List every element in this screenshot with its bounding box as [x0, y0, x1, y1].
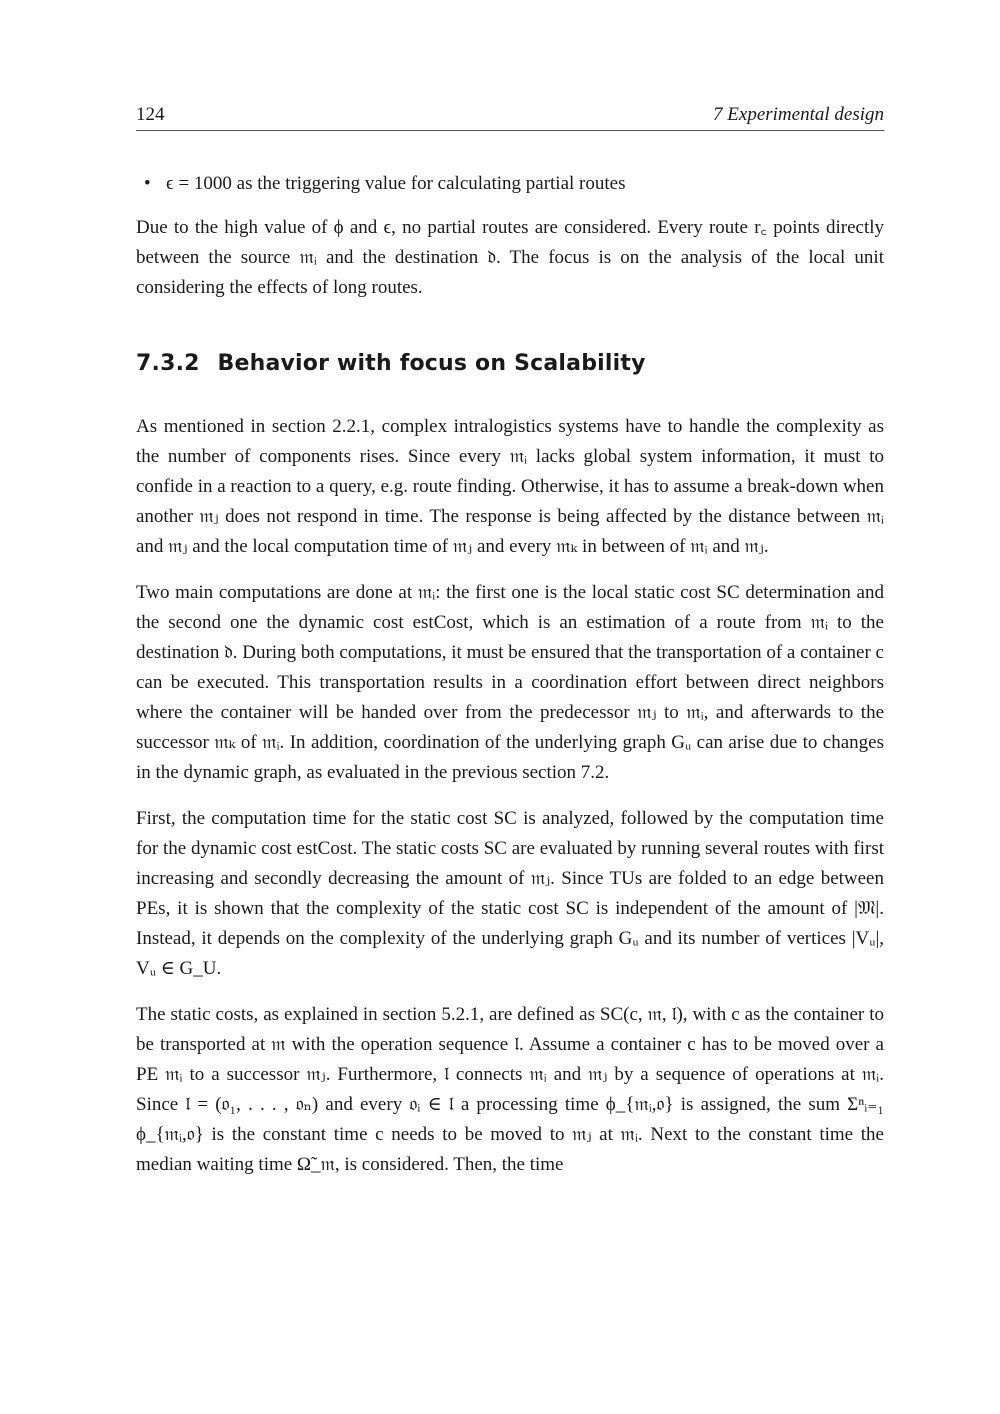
paragraph: As mentioned in section 2.2.1, complex intralogistics systems have to handle the complexity as the number of components rises. Since every 𝔪ᵢ lacks global system information, it must to confide in a reaction to a query, e.g. route finding. Otherwise, it has to assume a break-down when another 𝔪ⱼ does not respond in time. The response is being affected by the distance between 𝔪ᵢ and 𝔪ⱼ and the local computation time of 𝔪ⱼ and every 𝔪ₖ in between of 𝔪ᵢ and 𝔪ⱼ.	[136, 416, 884, 557]
paragraph: The static costs, as explained in section 5.2.1, are defined as SC(c, 𝔪, 𝔩), with c as the container to be transported at 𝔪 with the operation sequence 𝔩. Assume a container c has to be moved over a PE 𝔪ᵢ to a successor 𝔪ⱼ. Furthermore, 𝔩 connects 𝔪ᵢ and 𝔪ⱼ by a sequence of operations at 𝔪ᵢ. Since 𝔩 = (𝔬₁, . . . , 𝔬ₙ) and every 𝔬ᵢ ∈ 𝔩 a processing time ϕ_{𝔪ᵢ,𝔬} is assigned, the sum Σⁿᵢ₌₁ ϕ_{𝔪ᵢ,𝔬} is the constant time c needs to be moved to 𝔪ⱼ at 𝔪ᵢ. Next to the constant time the median waiting time Ω̃_𝔪, is considered. Then, the time	[136, 1004, 884, 1175]
intro-paragraph: Due to the high value of ϕ and ϵ, no partial routes are considered. Every route r꜀ points directly between the source 𝔪ᵢ and the destination 𝔡. The focus is on the analysis of the local unit considering the effects of long routes.	[136, 217, 884, 298]
chapter-title: 7 Experimental design	[713, 104, 884, 125]
page	[136, 104, 884, 1196]
section-heading	[136, 351, 884, 376]
section-title: Behavior with focus on Scalability	[217, 351, 646, 376]
paragraph: Two main computations are done at 𝔪ᵢ: the first one is the local static cost SC determination and the second one the dynamic cost estCost, which is an estimation of a route from 𝔪ᵢ to the destination 𝔡. During both computations, it must be ensured that the transportation of a container c can be executed. This transportation results in a coordination effort between direct neighbors where the container will be handed over from the predecessor 𝔪ⱼ to 𝔪ᵢ, and afterwards to the successor 𝔪ₖ of 𝔪ᵢ. In addition, coordination of the underlying graph Gᵤ can arise due to changes in the dynamic graph, as evaluated in the previous section 7.2.	[136, 582, 884, 783]
running-header	[136, 104, 884, 131]
page-number: 124	[136, 104, 165, 125]
parameter-list	[136, 169, 884, 199]
section-number: 7.3.2	[136, 351, 200, 376]
list-item: • ϵ = 1000 as the triggering value for calculating partial routes	[166, 169, 884, 199]
paragraph: First, the computation time for the static cost SC is analyzed, followed by the computation time for the dynamic cost estCost. The static costs SC are evaluated by running several routes with first increasing and secondly decreasing the amount of 𝔪ⱼ. Since TUs are folded to an edge between PEs, it is shown that the complexity of the static cost SC is independent of the amount of |𝔐|. Instead, it depends on the complexity of the underlying graph Gᵤ and its number of vertices |Vᵤ|, Vᵤ ∈ G_U.	[136, 808, 884, 979]
